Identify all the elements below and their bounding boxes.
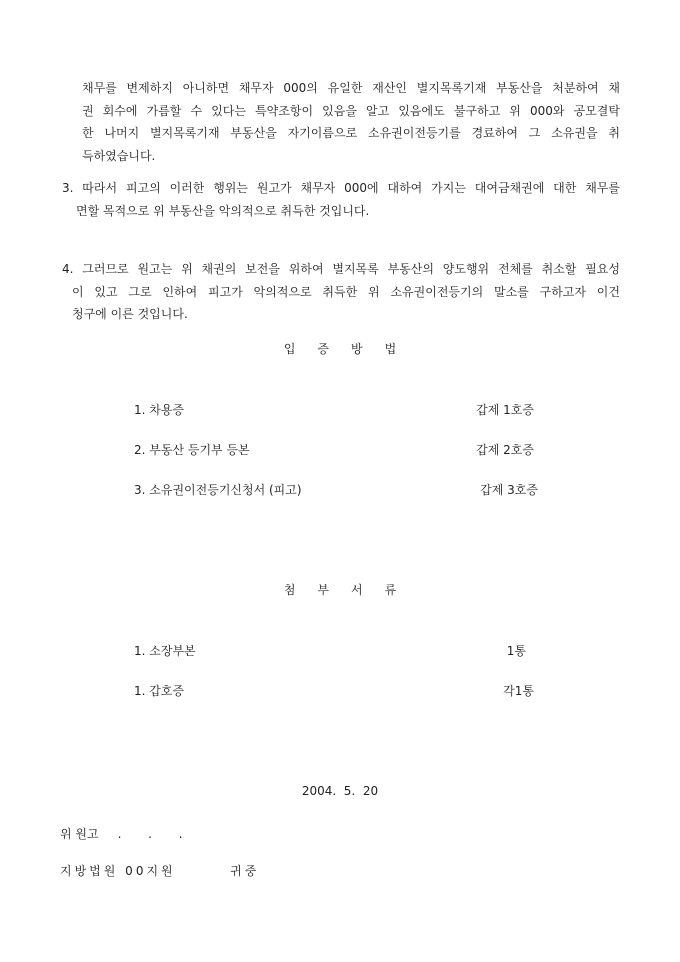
paragraph-4 bbox=[62, 258, 620, 326]
evidence-item bbox=[134, 481, 538, 499]
filing-date: 2004. 5. 20 bbox=[301, 784, 379, 798]
paragraph-line: 3. 따라서 피고의 이러한 행위는 원고가 채무자 000에 대하여 가지는 대여금채권에 대한 채무를 bbox=[62, 181, 620, 195]
paragraph-line: 한 나머지 별지목록기재 부동산을 자기이름으로 소유권이전등기를 경료하여 그 소유권을 취 bbox=[82, 126, 620, 140]
paragraph-line: 권 회수에 가름할 수 있다는 특약조항이 있음을 알고 있음에도 불구하고 위 000와 공모결탁 bbox=[82, 103, 620, 118]
paragraph-continuation bbox=[82, 77, 620, 167]
attachment-value: 1통 bbox=[506, 644, 526, 658]
paragraph-line: 4. 그러므로 원고는 위 채권의 보전을 위하여 별지목록 부동산의 양도행위 전체를 취소할 필요성 bbox=[62, 262, 620, 276]
attachment-item bbox=[134, 682, 534, 700]
paragraph-3 bbox=[62, 177, 620, 222]
evidence-label: 2. 부동산 등기부 등본 bbox=[134, 443, 250, 457]
paragraph-line: 득하였습니다. bbox=[82, 148, 156, 163]
plaintiff-signature-line: 위 원고 . . . bbox=[60, 827, 183, 841]
evidence-label: 3. 소유권이전등기신청서 (피고) bbox=[134, 483, 302, 497]
evidence-value: 갑제 2호증 bbox=[476, 443, 534, 457]
attachment-item bbox=[134, 642, 534, 660]
paragraph-line: 청구에 이른 것입니다. bbox=[72, 307, 188, 321]
evidence-label: 1. 차용증 bbox=[134, 403, 185, 417]
evidence-value: 갑제 3호증 bbox=[480, 483, 538, 497]
paragraph-line: 채무를 변제하지 아니하면 채무자 000의 유일한 재산인 별지목록기재 부동산을 처분하여 채 bbox=[82, 81, 620, 95]
attachments-heading: 첨부서류 bbox=[283, 583, 419, 597]
paragraph-line: 면할 목적으로 위 부동산을 악의적으로 취득한 것입니다. bbox=[76, 203, 370, 218]
evidence-item bbox=[134, 401, 534, 419]
attachment-label: 1. 갑호증 bbox=[134, 684, 185, 698]
evidence-heading: 입증방법 bbox=[283, 342, 419, 356]
evidence-item bbox=[134, 441, 534, 459]
court-addressee: 지방법원 00지원 귀중 bbox=[60, 864, 260, 878]
attachment-value: 각1통 bbox=[503, 684, 534, 698]
paragraph-line: 이 있고 그로 인하여 피고가 악의적으로 취득한 위 소유권이전등기의 말소를 구하고자 이건 bbox=[72, 284, 620, 299]
attachment-label: 1. 소장부본 bbox=[134, 644, 196, 658]
evidence-value: 갑제 1호증 bbox=[476, 403, 534, 417]
